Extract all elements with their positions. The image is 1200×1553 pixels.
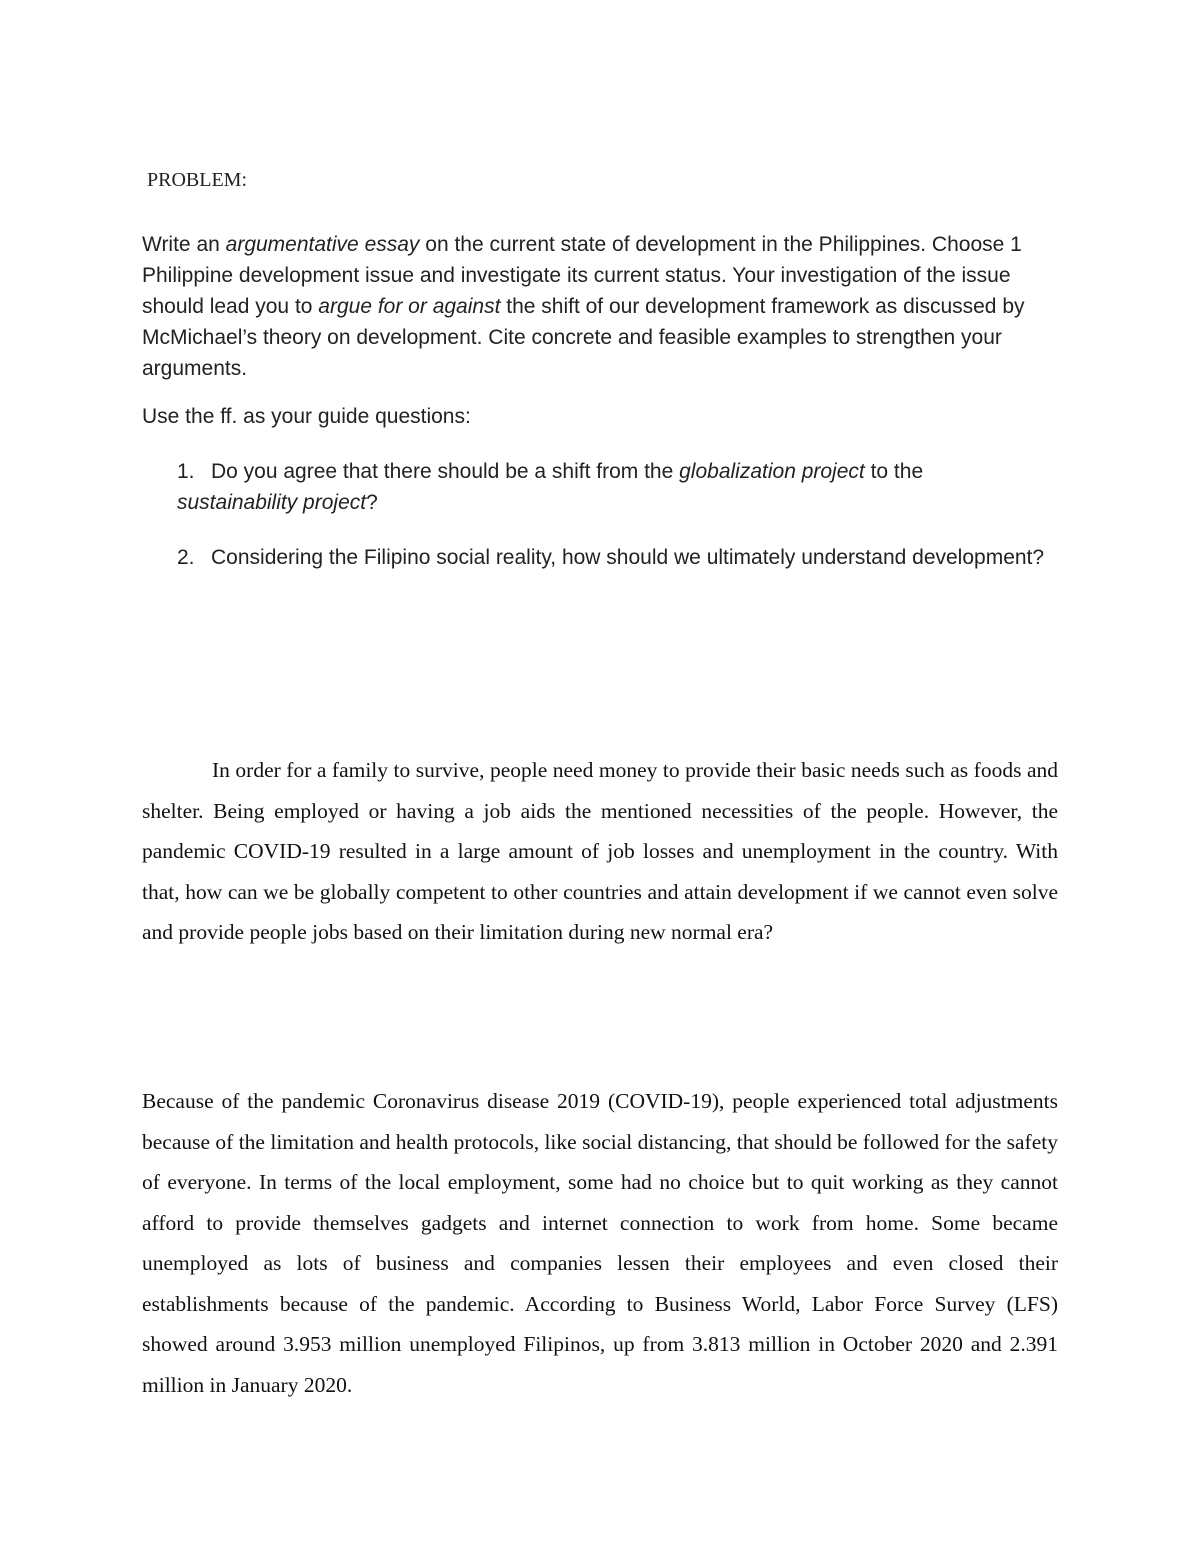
- question-number: 1.: [177, 460, 195, 483]
- prompt-text-2: on the current state of development in the Philippines. Choose 1 Philippine development issue and investigate its current status. Your investigation of the issue should lead you to: [142, 233, 1022, 318]
- problem-prompt: [142, 229, 1062, 384]
- question-emphasis-globalization: globalization project: [679, 460, 865, 483]
- question-number: 2.: [177, 546, 195, 569]
- question-text-part: ?: [366, 491, 378, 514]
- essay-paragraph-1: In order for a family to survive, people need money to provide their basic needs such as foods and shelter. Being employed or having a job aids the mentioned necessities of the people. However, the pandemic COVID-19 resulted in a large amount of job losses and unemployment in the country. With that, how can we be globally competent to other countries and attain development if we cannot even solve and provide people jobs based on their limitation during new normal era?: [142, 758, 1058, 944]
- prompt-text-3: the shift of our development framework as discussed by McMichael’s theory on development. Cite concrete and feasible examples to strengthen your arguments.: [142, 295, 1025, 380]
- problem-heading: PROBLEM:: [147, 169, 248, 191]
- guide-questions-intro: Use the ff. as your guide questions:: [142, 405, 471, 428]
- question-text: Considering the Filipino social reality, how should we ultimately understand development?: [211, 546, 1045, 569]
- essay-paragraph-2: Because of the pandemic Coronavirus disease 2019 (COVID-19), people experienced total adjustments because of the limitation and health protocols, like social distancing, that should be followed for the safety of everyone. In terms of the local employment, some had no choice but to quit working as they cannot afford to provide themselves gadgets and internet connection to work from home. Some became unemployed as lots of business and companies lessen their employees and even closed their establishments because of the pandemic. According to Business World, Labor Force Survey (LFS) showed around 3.953 million unemployed Filipinos, up from 3.813 million in October 2020 and 2.391 million in January 2020.: [142, 1089, 1058, 1397]
- question-text-part: Do you agree that there should be a shift from the: [211, 460, 680, 483]
- guide-question-1: [177, 456, 1047, 518]
- question-text: [177, 456, 1047, 518]
- question-text-part: to the: [864, 460, 924, 483]
- question-emphasis-sustainability: sustainability project: [177, 491, 367, 514]
- prompt-emphasis-argue: argue for or against: [318, 295, 501, 318]
- prompt-text-1: Write an: [142, 233, 226, 256]
- prompt-emphasis-essay: argumentative essay: [225, 233, 420, 256]
- guide-question-2: [177, 542, 1047, 573]
